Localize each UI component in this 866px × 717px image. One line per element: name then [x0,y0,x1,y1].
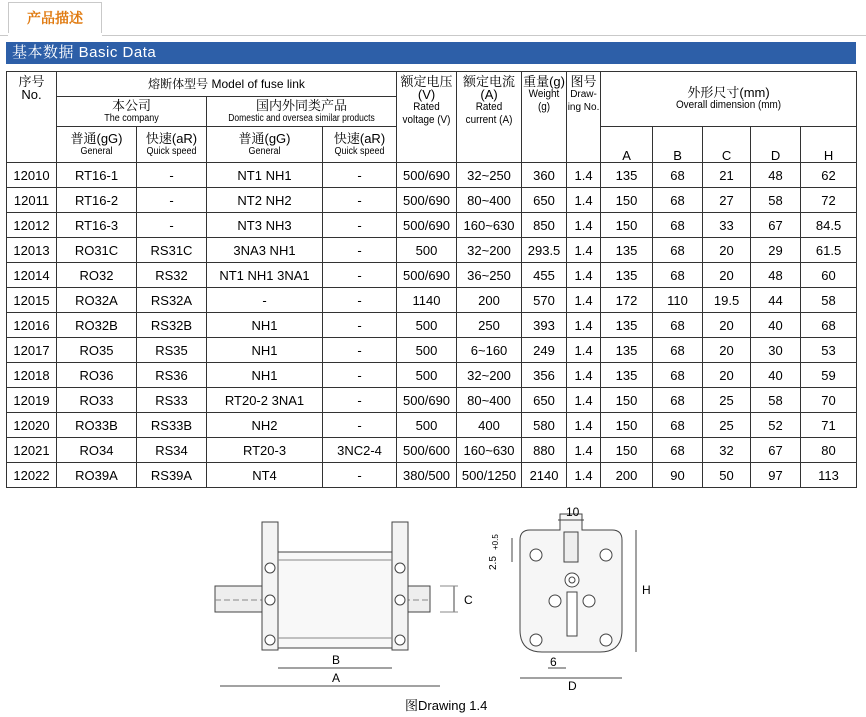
table-cell: NT2 NH2 [207,188,323,213]
table-cell: NH2 [207,413,323,438]
header-dimension: 外形尺寸(mm) Overall dimension (mm) [601,72,857,127]
table-cell: 12017 [7,338,57,363]
table-cell: RS35 [137,338,207,363]
table-row [7,163,857,188]
table-cell: 1.4 [567,188,601,213]
table-cell: 1.4 [567,213,601,238]
table-cell: RT20-3 [207,438,323,463]
table-cell: 80~400 [457,188,522,213]
table-cell: RS33 [137,388,207,413]
label-d: D [568,679,577,693]
header-quick-2: 快速(aR) Quick speed [323,127,397,163]
table-cell: 293.5 [522,238,567,263]
table-cell: 360 [522,163,567,188]
table-cell: 32 [703,438,751,463]
header-dim-b: B [653,127,703,163]
header-similar: 国内外同类产品 Domestic and oversea similar products [207,97,397,127]
header-weight: 重量(g) Weight (g) [522,72,567,163]
table-row [7,213,857,238]
table-cell: 500/690 [397,163,457,188]
table-cell: RO32A [57,288,137,313]
table-cell: - [207,288,323,313]
table-cell: 32~250 [457,163,522,188]
table-cell: 50 [703,463,751,488]
table-cell: 62 [801,163,857,188]
table-cell: 1.4 [567,438,601,463]
front-view [512,514,636,678]
table-cell: RT16-1 [57,163,137,188]
table-cell: 160~630 [457,438,522,463]
tab-bar [0,0,866,36]
table-cell: - [323,263,397,288]
table-cell: 67 [751,213,801,238]
tab-label: 产品描述 [27,10,83,26]
spec-table [6,71,857,488]
table-cell: 1.4 [567,263,601,288]
header-dim-h: H [801,127,857,163]
table-cell: RS36 [137,363,207,388]
table-cell: 455 [522,263,567,288]
table-row [7,188,857,213]
header-general-1: 普通(gG) General [57,127,137,163]
table-cell: 29 [751,238,801,263]
table-cell: 70 [801,388,857,413]
table-cell: 135 [601,263,653,288]
table-cell: 380/500 [397,463,457,488]
table-row [7,288,857,313]
table-cell: 880 [522,438,567,463]
table-cell: 150 [601,438,653,463]
table-cell: 52 [751,413,801,438]
table-cell: 110 [653,288,703,313]
table-cell: 20 [703,263,751,288]
table-cell: 12021 [7,438,57,463]
table-row [7,263,857,288]
table-cell: RO36 [57,363,137,388]
header-current: 额定电流(A) Rated current (A) [457,72,522,163]
table-cell: 650 [522,388,567,413]
label-c: C [464,593,473,607]
table-cell: 20 [703,363,751,388]
table-cell: RO35 [57,338,137,363]
table-cell: 1.4 [567,388,601,413]
table-cell: 150 [601,188,653,213]
table-cell: 500/690 [397,188,457,213]
table-cell: 72 [801,188,857,213]
table-cell: 570 [522,288,567,313]
table-cell: 68 [653,438,703,463]
table-cell: 135 [601,338,653,363]
table-row [7,438,857,463]
table-cell: 135 [601,163,653,188]
table-cell: 60 [801,263,857,288]
table-cell: 2140 [522,463,567,488]
table-cell: 200 [457,288,522,313]
table-cell: RS31C [137,238,207,263]
table-row [7,463,857,488]
table-cell: 21 [703,163,751,188]
label-h: H [642,583,651,597]
table-cell: - [323,413,397,438]
table-cell: 97 [751,463,801,488]
table-cell: 68 [653,338,703,363]
table-cell: 3NA3 NH1 [207,238,323,263]
table-cell: RS34 [137,438,207,463]
table-cell: - [137,188,207,213]
right-plate [392,522,408,650]
table-cell: 172 [601,288,653,313]
table-cell: 71 [801,413,857,438]
tab-product-description[interactable] [8,2,102,35]
table-cell: 135 [601,238,653,263]
table-cell: 1.4 [567,363,601,388]
header-model: 熔断体型号 Model of fuse link [57,72,397,97]
table-cell: 150 [601,213,653,238]
table-cell: 44 [751,288,801,313]
table-cell: 12020 [7,413,57,438]
table-cell: 84.5 [801,213,857,238]
table-cell: 6~160 [457,338,522,363]
table-cell: 500/600 [397,438,457,463]
table-cell: NT1 NH1 3NA1 [207,263,323,288]
table-cell: 113 [801,463,857,488]
header-company: 本公司 The company [57,97,207,127]
table-cell: 850 [522,213,567,238]
table-cell: 249 [522,338,567,363]
table-cell: NT1 NH1 [207,163,323,188]
table-cell: 20 [703,338,751,363]
table-cell: 68 [653,238,703,263]
section-title: 基本数据 Basic Data [12,44,157,61]
table-cell: 1.4 [567,288,601,313]
table-cell: 150 [601,388,653,413]
table-cell: - [323,388,397,413]
table-cell: 1.4 [567,338,601,363]
table-cell: 12012 [7,213,57,238]
label-10: 10 [566,505,580,519]
header-drawing: 图号 Draw-ing No. [567,72,601,163]
table-cell: 12014 [7,263,57,288]
table-cell: 160~630 [457,213,522,238]
table-cell: 12010 [7,163,57,188]
table-row [7,388,857,413]
table-cell: RS33B [137,413,207,438]
label-b: B [332,653,341,667]
table-cell: 580 [522,413,567,438]
table-cell: 12015 [7,288,57,313]
fuse-body [278,552,392,648]
table-cell: RS39A [137,463,207,488]
table-cell: NH1 [207,313,323,338]
table-cell: 80~400 [457,388,522,413]
table-row [7,313,857,338]
table-cell: 25 [703,388,751,413]
table-cell: 500/690 [397,213,457,238]
table-cell: 25 [703,413,751,438]
table-cell: - [323,338,397,363]
table-row [7,363,857,388]
table-cell: - [323,213,397,238]
table-cell: - [323,188,397,213]
table-row [7,338,857,363]
table-cell: 1.4 [567,463,601,488]
table-cell: 48 [751,163,801,188]
table-cell: 58 [801,288,857,313]
table-cell: - [323,313,397,338]
table-cell: 40 [751,363,801,388]
table-row [7,413,857,438]
left-plate [262,522,278,650]
table-cell: 59 [801,363,857,388]
drawing-caption: 图Drawing 1.4 [405,698,488,713]
table-cell: 356 [522,363,567,388]
table-cell: RO32B [57,313,137,338]
table-cell: - [323,463,397,488]
header-quick-1: 快速(aR) Quick speed [137,127,207,163]
table-cell: RO34 [57,438,137,463]
table-cell: 393 [522,313,567,338]
table-cell: 53 [801,338,857,363]
header-general-2: 普通(gG) General [207,127,323,163]
table-cell: - [323,288,397,313]
table-cell: RO32 [57,263,137,288]
table-cell: NH1 [207,338,323,363]
table-cell: 27 [703,188,751,213]
table-cell: RT16-2 [57,188,137,213]
table-cell: 19.5 [703,288,751,313]
table-cell: - [137,213,207,238]
header-dim-a: A [601,127,653,163]
table-cell: - [323,163,397,188]
table-cell: 32~200 [457,238,522,263]
table-cell: 68 [653,163,703,188]
table-cell: - [323,363,397,388]
table-cell: 1.4 [567,413,601,438]
table-cell: 500/690 [397,263,457,288]
table-cell: 68 [653,388,703,413]
table-cell: RS32B [137,313,207,338]
table-cell: - [323,238,397,263]
table-cell: 12013 [7,238,57,263]
table-cell: 3NC2-4 [323,438,397,463]
table-cell: 500 [397,413,457,438]
table-cell: 1.4 [567,313,601,338]
table-cell: 58 [751,188,801,213]
table-cell: NT3 NH3 [207,213,323,238]
table-cell: 68 [653,363,703,388]
table-cell: 80 [801,438,857,463]
table-cell: 32~200 [457,363,522,388]
table-cell: RT16-3 [57,213,137,238]
table-cell: 400 [457,413,522,438]
header-no: 序号 No. [7,72,57,163]
label-tol-sup: +0.5 [491,534,500,550]
table-cell: RT20-2 3NA1 [207,388,323,413]
table-cell: 67 [751,438,801,463]
table-cell: RO39A [57,463,137,488]
table-cell: 500 [397,313,457,338]
label-6: 6 [550,655,557,669]
table-cell: 1140 [397,288,457,313]
table-cell: 36~250 [457,263,522,288]
table-cell: 650 [522,188,567,213]
table-cell: 68 [653,188,703,213]
section-header [6,42,856,64]
table-cell: 500/690 [397,388,457,413]
table-cell: 90 [653,463,703,488]
table-row [7,238,857,263]
table-cell: 30 [751,338,801,363]
table-cell: 68 [653,263,703,288]
table-cell: 68 [653,213,703,238]
table-cell: 500/1250 [457,463,522,488]
table-cell: 33 [703,213,751,238]
table-cell: 68 [653,413,703,438]
table-cell: NT4 [207,463,323,488]
label-a: A [332,671,341,685]
table-cell: RO31C [57,238,137,263]
table-cell: 500 [397,338,457,363]
table-cell: RS32A [137,288,207,313]
table-cell: 250 [457,313,522,338]
table-cell: 12018 [7,363,57,388]
drawing-1-4 [0,500,866,700]
table-cell: 58 [751,388,801,413]
table-cell: 48 [751,263,801,288]
table-cell: NH1 [207,363,323,388]
table-cell: 12022 [7,463,57,488]
table-cell: 20 [703,238,751,263]
table-cell: 200 [601,463,653,488]
table-cell: 20 [703,313,751,338]
table-cell: 135 [601,313,653,338]
table-cell: 68 [653,313,703,338]
table-cell: RO33B [57,413,137,438]
label-tol: 2.5 [488,556,499,570]
table-cell: 150 [601,413,653,438]
table-cell: RO33 [57,388,137,413]
header-dim-c: C [703,127,751,163]
table-cell: 1.4 [567,238,601,263]
table-cell: 61.5 [801,238,857,263]
table-cell: 135 [601,363,653,388]
table-cell: 12019 [7,388,57,413]
table-cell: 12016 [7,313,57,338]
table-cell: 500 [397,238,457,263]
table-cell: 1.4 [567,163,601,188]
header-dim-d: D [751,127,801,163]
table-cell: 68 [801,313,857,338]
table-cell: RS32 [137,263,207,288]
header-voltage: 额定电压(V) Rated voltage (V) [397,72,457,163]
table-cell: 500 [397,363,457,388]
table-cell: - [137,163,207,188]
table-cell: 40 [751,313,801,338]
table-cell: 12011 [7,188,57,213]
